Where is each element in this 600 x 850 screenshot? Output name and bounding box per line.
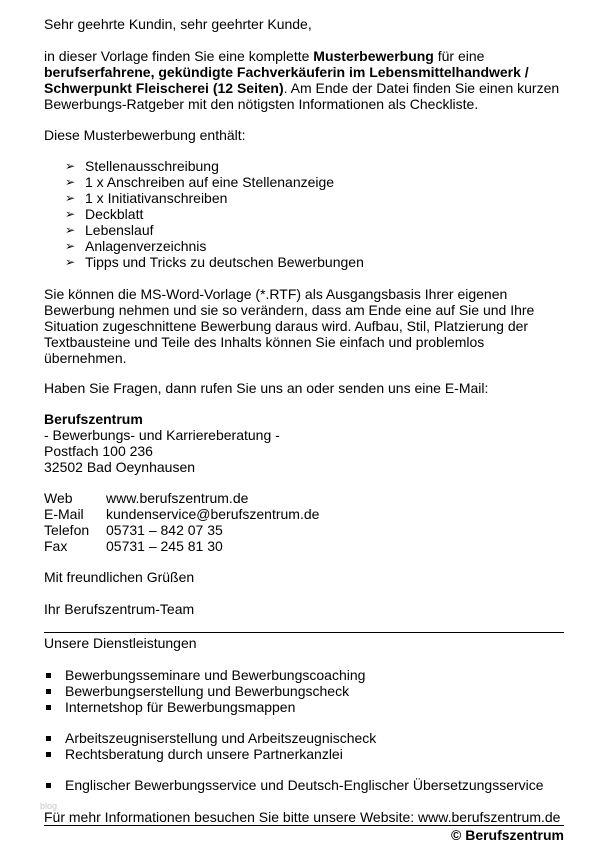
company-city: 32502 Bad Oeynhausen — [44, 459, 196, 475]
square-bullet-icon — [46, 689, 51, 694]
greeting: Sehr geehrte Kundin, sehr geehrter Kunde, — [44, 16, 312, 32]
list-item — [44, 190, 564, 206]
arrow-bullet-icon: ➢ — [65, 207, 76, 221]
list-item-text: Lebenslauf — [85, 222, 154, 238]
intro-text-2: für eine — [433, 48, 485, 64]
services-list-2 — [44, 730, 564, 762]
arrow-bullet-icon: ➢ — [65, 159, 76, 173]
list-item-text: Anlagenverzeichnis — [85, 238, 207, 254]
square-bullet-icon — [46, 673, 51, 678]
intro-bold-1: Musterbewerbung — [313, 48, 434, 64]
closing-team: Ihr Berufszentrum-Team — [44, 601, 195, 617]
footer-more-info: Für mehr Informationen besuchen Sie bitte unsere Website: www.berufszentrum.de — [44, 809, 561, 825]
arrow-bullet-icon: ➢ — [65, 175, 76, 189]
square-bullet-icon — [46, 783, 51, 788]
contact-row-email — [44, 506, 564, 522]
list-item-text: Rechtsberatung durch unsere Partnerkanzlei — [65, 746, 343, 762]
contact-row-fax — [44, 538, 564, 554]
arrow-bullet-icon: ➢ — [65, 191, 76, 205]
company-address — [44, 411, 564, 475]
list-item — [44, 699, 564, 715]
square-bullet-icon — [46, 705, 51, 710]
list-item-text: Tipps und Tricks zu deutschen Bewerbungen — [85, 254, 364, 270]
list-item — [44, 667, 564, 683]
list-item — [44, 683, 564, 699]
contains-heading: Diese Musterbewerbung enthält: — [44, 127, 246, 143]
contact-label: Web — [44, 490, 73, 506]
services-list-3 — [44, 777, 564, 793]
services-heading: Unsere Dienstleistungen — [44, 635, 197, 651]
list-item-text: Englischer Bewerbungsservice und Deutsch-Englischer Übersetzungsservice — [65, 777, 544, 793]
questions-line: Haben Sie Fragen, dann rufen Sie uns an oder senden uns eine E-Mail: — [44, 380, 489, 396]
list-item-text: Deckblatt — [85, 206, 144, 222]
list-item — [44, 238, 564, 254]
list-item-text: 1 x Initiativanschreiben — [85, 190, 228, 206]
list-item-text: Internetshop für Bewerbungsmappen — [65, 699, 296, 715]
intro-bold-2: berufserfahrene, gekündigte Fachverkäuferin im Lebensmittelhandwerk / Schwerpunkt Fleischerei (12 Seiten) — [44, 64, 529, 96]
template-note: Sie können die MS-Word-Vorlage (*.RTF) als Ausgangsbasis Ihrer eigenen Bewerbung nehmen und sie so verändern, dass am Ende eine auf Sie und Ihre Situation zugeschnittene Bewerbung daraus wird. Aufbau, Stil, Platzierung der Textbausteine und Teile des Inhalts können Sie einfach und problemlos übernehmen. — [44, 286, 535, 366]
intro-text-3: . Am Ende der Datei finden Sie einen kurzen Bewerbungs-Ratgeber mit den nötigsten Informationen als Checkliste. — [44, 80, 560, 112]
list-item — [44, 730, 564, 746]
list-item-text: Bewerbungsseminare und Bewerbungscoaching — [65, 667, 366, 683]
arrow-bullet-icon: ➢ — [65, 223, 76, 237]
arrow-bullet-icon: ➢ — [65, 239, 76, 253]
list-item — [44, 254, 564, 270]
list-item-text: 1 x Anschreiben auf eine Stellenanzeige — [85, 174, 335, 190]
list-item-text: Stellenausschreibung — [85, 158, 219, 174]
fax-value: 05731 – 245 81 30 — [106, 538, 223, 554]
website-link[interactable]: www.berufszentrum.de — [106, 490, 249, 506]
list-item — [44, 777, 564, 793]
list-item — [44, 222, 564, 238]
contact-label: Fax — [44, 538, 68, 554]
footer-copyright: © Berufszentrum — [451, 827, 564, 843]
divider — [44, 632, 564, 633]
company-postbox: Postfach 100 236 — [44, 443, 153, 459]
square-bullet-icon — [46, 736, 51, 741]
footer-divider — [44, 825, 564, 826]
square-bullet-icon — [46, 752, 51, 757]
company-name: Berufszentrum — [44, 411, 143, 427]
list-item — [44, 158, 564, 174]
watermark: blog — [40, 801, 58, 811]
arrow-bullet-icon: ➢ — [65, 255, 76, 269]
email-link[interactable]: kundenservice@berufszentrum.de — [106, 506, 320, 522]
list-item — [44, 174, 564, 190]
closing-regards: Mit freundlichen Grüßen — [44, 569, 195, 585]
list-item-text: Arbeitszeugniserstellung und Arbeitszeugnischeck — [65, 730, 377, 746]
contact-table — [44, 490, 564, 554]
contact-label: Telefon — [44, 522, 90, 538]
contact-label: E-Mail — [44, 506, 84, 522]
contact-row-phone — [44, 522, 564, 538]
contents-list — [44, 158, 564, 270]
phone-value: 05731 – 842 07 35 — [106, 522, 223, 538]
intro-paragraph — [44, 48, 564, 112]
services-list-1 — [44, 667, 564, 715]
list-item-text: Bewerbungserstellung und Bewerbungscheck — [65, 683, 350, 699]
list-item — [44, 746, 564, 762]
list-item — [44, 206, 564, 222]
intro-text-1: in dieser Vorlage finden Sie eine komplette — [44, 48, 314, 64]
company-tagline: - Bewerbungs- und Karriereberatung - — [44, 427, 280, 443]
contact-row-web — [44, 490, 564, 506]
